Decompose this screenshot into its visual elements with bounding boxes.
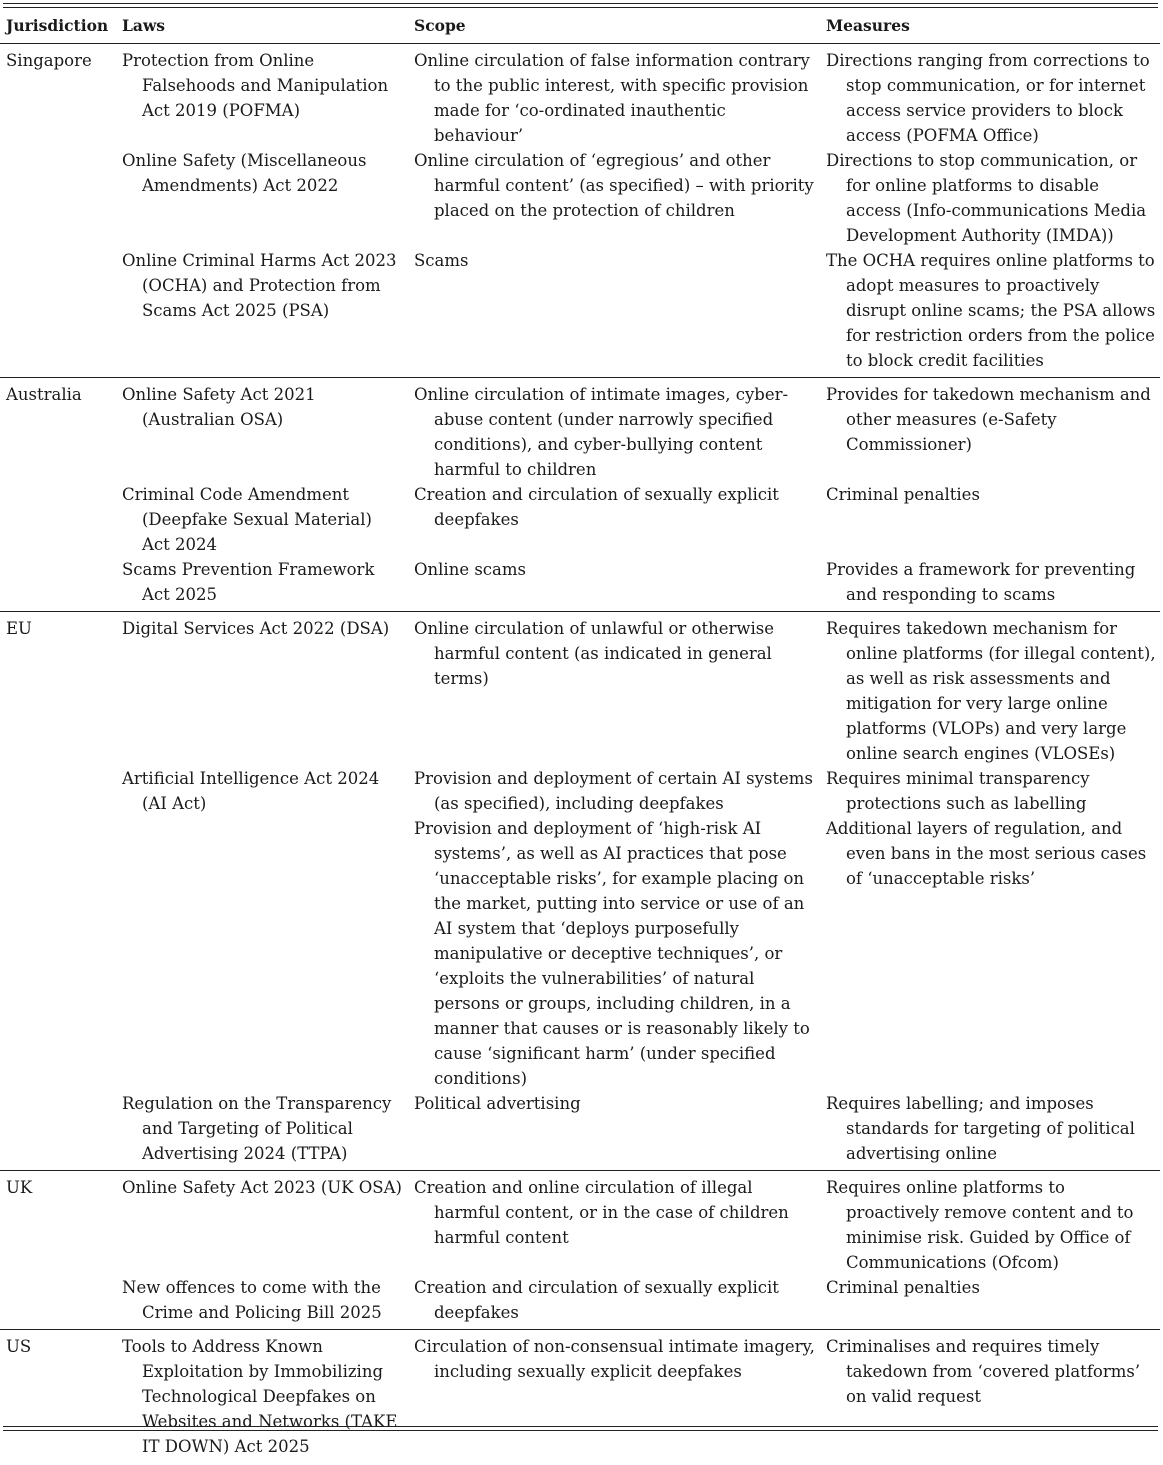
scope-cell: Online circulation of intimate images, cyber-abuse content (under narrowly specified conditions), and cyber-bullying content harmful to children [408, 378, 820, 483]
jurisdiction-cell [0, 557, 116, 612]
measures-cell: Requires takedown mechanism for online platforms (for illegal content), as well as risk assessments and mitigation for very large online platforms (VLOPs) and very large online search engines (VLOSEs) [820, 612, 1160, 767]
table-row [0, 766, 1160, 816]
measures-cell: Directions to stop communication, or for online platforms to disable access (Info-communications Media Development Authority (IMDA)) [820, 148, 1160, 248]
scope-cell: Creation and circulation of sexually explicit deepfakes [408, 1275, 820, 1330]
scope-cell: Creation and circulation of sexually explicit deepfakes [408, 482, 820, 557]
scope-cell: Creation and online circulation of illegal harmful content, or in the case of children harmful content [408, 1171, 820, 1276]
scope-cell: Circulation of non-consensual intimate imagery, including sexually explicit deepfakes [408, 1330, 820, 1465]
law-cell: Scams Prevention Framework Act 2025 [116, 557, 408, 612]
table-row [0, 1091, 1160, 1171]
jurisdiction-cell [0, 816, 116, 1091]
measures-cell: Directions ranging from corrections to stop communication, or for internet access service providers to block access (POFMA Office) [820, 44, 1160, 149]
law-cell: Online Safety (Miscellaneous Amendments) Act 2022 [116, 148, 408, 248]
header-scope: Scope [408, 9, 820, 44]
header-row [0, 9, 1160, 44]
table-row [0, 1171, 1160, 1276]
header-jurisdiction: Jurisdiction [0, 9, 116, 44]
measures-cell: Provides a framework for preventing and responding to scams [820, 557, 1160, 612]
scope-cell: Provision and deployment of certain AI systems (as specified), including deepfakes [408, 766, 820, 816]
bottom-rule-inner [3, 1430, 1158, 1431]
scope-cell: Online scams [408, 557, 820, 612]
measures-cell: Criminal penalties [820, 1275, 1160, 1330]
measures-cell: Requires labelling; and imposes standards for targeting of political advertising online [820, 1091, 1160, 1171]
jurisdiction-cell [0, 248, 116, 378]
measures-cell: Criminalises and requires timely takedown from ‘covered platforms’ on valid request [820, 1330, 1160, 1465]
scope-cell: Online circulation of ‘egregious’ and other harmful content’ (as specified) – with priority placed on the protection of children [408, 148, 820, 248]
jurisdiction-cell: EU [0, 612, 116, 767]
law-cell: Digital Services Act 2022 (DSA) [116, 612, 408, 767]
law-cell: Regulation on the Transparency and Targeting of Political Advertising 2024 (TTPA) [116, 1091, 408, 1171]
law-cell: Tools to Address Known Exploitation by Immobilizing Technological Deepfakes on Websites and Networks (TAKE IT DOWN) Act 2025 [116, 1330, 408, 1465]
jurisdiction-cell: Australia [0, 378, 116, 483]
law-cell: New offences to come with the Crime and Policing Bill 2025 [116, 1275, 408, 1330]
table-row [0, 44, 1160, 149]
jurisdiction-cell [0, 1091, 116, 1171]
laws-table [0, 9, 1160, 1465]
bottom-rule [3, 1426, 1158, 1427]
table-row [0, 816, 1160, 1091]
jurisdiction-cell: US [0, 1330, 116, 1465]
law-cell [116, 816, 408, 1091]
measures-cell: Additional layers of regulation, and even bans in the most serious cases of ‘unacceptable risks’ [820, 816, 1160, 1091]
jurisdiction-cell [0, 766, 116, 816]
table-row [0, 1275, 1160, 1330]
law-cell: Criminal Code Amendment (Deepfake Sexual Material) Act 2024 [116, 482, 408, 557]
measures-cell: Criminal penalties [820, 482, 1160, 557]
jurisdiction-cell: UK [0, 1171, 116, 1276]
header-laws: Laws [116, 9, 408, 44]
law-cell: Online Safety Act 2021 (Australian OSA) [116, 378, 408, 483]
scope-cell: Online circulation of false information contrary to the public interest, with specific provision made for ‘co-ordinated inauthentic behaviour’ [408, 44, 820, 149]
scope-cell: Provision and deployment of ‘high-risk AI systems’, as well as AI practices that pose ‘unacceptable risks’, for example placing on the market, putting into service or use of an AI system that ‘deploys purposefully manipulative or deceptive techniques’, or ‘exploits the vulnerabilities’ of natural persons or groups, including children, in a manner that causes or is reasonably likely to cause ‘significant harm’ (under specified conditions) [408, 816, 820, 1091]
table-row [0, 482, 1160, 557]
top-rule-inner [3, 7, 1158, 8]
law-cell: Online Safety Act 2023 (UK OSA) [116, 1171, 408, 1276]
table-row [0, 557, 1160, 612]
measures-cell: The OCHA requires online platforms to adopt measures to proactively disrupt online scams; the PSA allows for restriction orders from the police to block credit facilities [820, 248, 1160, 378]
table-row [0, 612, 1160, 767]
jurisdiction-cell [0, 482, 116, 557]
table-row [0, 1330, 1160, 1465]
law-cell: Protection from Online Falsehoods and Manipulation Act 2019 (POFMA) [116, 44, 408, 149]
measures-cell: Requires minimal transparency protections such as labelling [820, 766, 1160, 816]
jurisdiction-cell [0, 1275, 116, 1330]
top-rule [3, 3, 1158, 4]
measures-cell: Provides for takedown mechanism and other measures (e-Safety Commissioner) [820, 378, 1160, 483]
table-row [0, 148, 1160, 248]
jurisdiction-cell: Singapore [0, 44, 116, 149]
scope-cell: Political advertising [408, 1091, 820, 1171]
table-row [0, 248, 1160, 378]
header-measures: Measures [820, 9, 1160, 44]
law-cell: Artificial Intelligence Act 2024 (AI Act) [116, 766, 408, 816]
scope-cell: Scams [408, 248, 820, 378]
law-cell: Online Criminal Harms Act 2023 (OCHA) and Protection from Scams Act 2025 (PSA) [116, 248, 408, 378]
measures-cell: Requires online platforms to proactively remove content and to minimise risk. Guided by Office of Communications (Ofcom) [820, 1171, 1160, 1276]
scope-cell: Online circulation of unlawful or otherwise harmful content (as indicated in general terms) [408, 612, 820, 767]
jurisdiction-cell [0, 148, 116, 248]
table-row [0, 378, 1160, 483]
